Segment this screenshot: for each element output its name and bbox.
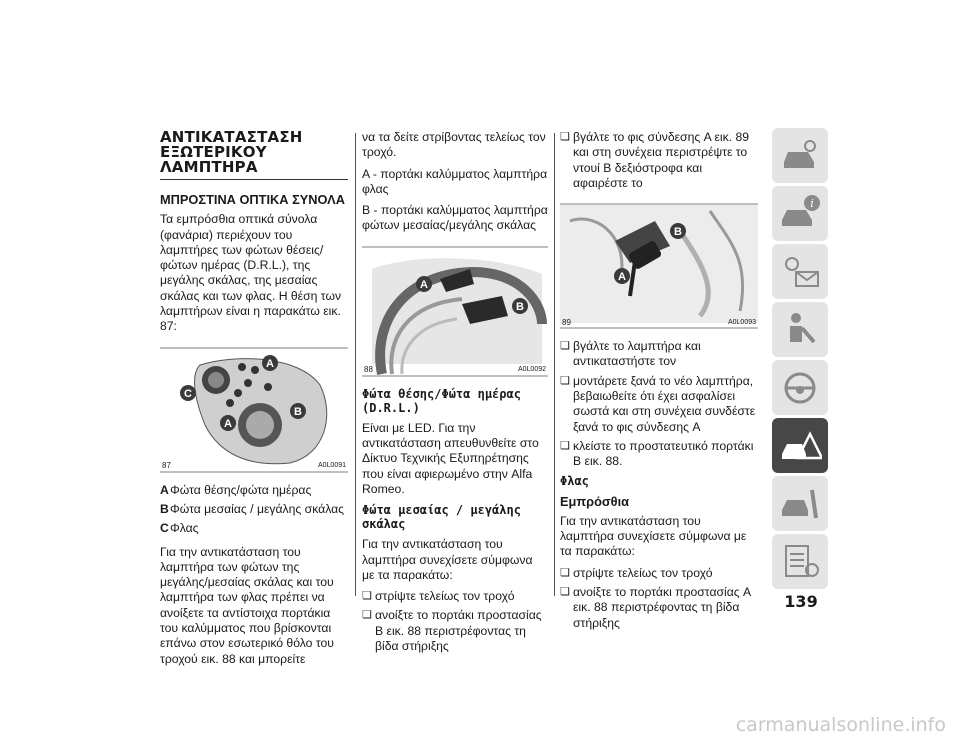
intro-paragraph: Τα εμπρόσθια οπτικά σύνολα (φανάρια) περιέχουν του λαμπτήρες των φώτων θέσεις/φώτων ημέρας (D.R.L.), της μεγάλης σκάλας, της μεσαίας σκάλας και των φλας. Η θέση των λαμπτήρων είναι η παρακάτω εικ. 87:: [160, 212, 342, 334]
callout-c: C: [184, 387, 192, 400]
list-item: ❏ στρίψτε τελείως τον τροχό: [362, 589, 548, 604]
chapter-tab-info[interactable]: [772, 186, 828, 241]
steering-wheel-icon: [778, 366, 822, 410]
chapter-tab-specifications[interactable]: [772, 534, 828, 589]
legend: [160, 483, 348, 537]
seat-airbag-icon: [778, 308, 822, 352]
legend-text: Φλας: [170, 521, 199, 536]
chapter-tab-emergency[interactable]: [772, 418, 828, 473]
car-wrench-icon: [778, 482, 822, 526]
watermark: carmanualsonline.info: [735, 714, 946, 736]
callout-b: B: [516, 300, 524, 313]
note-b: B - πορτάκι καλύμματος λαμπτήρα φώτων μεσαίας/μεγάλης σκάλας: [362, 203, 548, 233]
callout-a: A: [618, 271, 626, 284]
spec-list-icon: [778, 540, 822, 584]
svg-text:i: i: [810, 197, 814, 210]
legend-item: [160, 502, 348, 517]
warning-light-envelope-icon: [778, 250, 822, 294]
callout-layer: [362, 244, 548, 379]
callout-b: B: [294, 405, 302, 418]
car-info-icon: [778, 192, 822, 236]
figure-number: 88: [364, 365, 373, 375]
list-item: ❏ ανοίξτε το πορτάκι προστασίας A εικ. 88 περιστρέφοντας τη βίδα στήριξης: [560, 585, 758, 631]
list-item: ❏ στρίψτε τελείως τον τροχό: [560, 566, 758, 581]
list-item: ❏ βγάλτε το φις σύνδεσης A εικ. 89 και στη συνέχεια περιστρέψτε το ντουί B δεξιόστροφα και αφαιρέστε το: [560, 130, 758, 191]
figure-code: A0L0092: [517, 366, 546, 374]
continued-paragraph: να τα δείτε στρίβοντας τελείως τον τροχό.: [362, 130, 546, 160]
callout-a-bottom: A: [224, 417, 232, 430]
callout-a-top: A: [266, 357, 274, 370]
legend-key: A: [160, 482, 169, 497]
procedure-intro: Για την αντικατάσταση του λαμπτήρα συνεχίσετε σύμφωνα με τα παρακάτω:: [560, 513, 747, 559]
figure-code: A0L0093: [727, 318, 756, 326]
chapter-tab-warning-lights[interactable]: [772, 244, 828, 299]
figure-number: 89: [562, 317, 571, 327]
list-item: ❏ βγάλτε το λαμπτήρα και αντικαταστήστε τον: [560, 339, 758, 370]
legend-item: [160, 521, 348, 536]
page-number: 139: [784, 592, 818, 611]
column-divider: [554, 133, 555, 596]
chapter-tab-driving[interactable]: [772, 360, 828, 415]
figure-number: 87: [162, 461, 171, 471]
figure-87: [160, 345, 348, 475]
emergency-triangle-car-icon: [778, 424, 822, 468]
heading-dipped-main-beam: Φώτα μεσαίας / μεγάλης σκάλας: [362, 503, 521, 532]
chapter-tab-maintenance[interactable]: [772, 476, 828, 531]
callout-a: A: [420, 278, 428, 291]
callout-b: B: [674, 226, 682, 239]
section-title: ΑΝΤΙΚΑΤΑΣΤΑΣΗ ΕΞΩΤΕΡΙΚΟΥ ΛΑΜΠΤΗΡΑ: [160, 128, 303, 176]
column-left: [160, 130, 348, 673]
chapter-tab-safety[interactable]: [772, 302, 828, 357]
column-middle: [362, 130, 548, 658]
callout-layer: [560, 201, 758, 331]
list-item: ❏ κλείστε το προστατευτικό πορτάκι B εικ. 88.: [560, 439, 758, 470]
figure-code: A0L0091: [317, 462, 346, 470]
list-item: ❏ ανοίξτε το πορτάκι προστασίας B εικ. 88 περιστρέφοντας τη βίδα στήριξης: [362, 608, 548, 654]
figure-88: [362, 244, 548, 379]
heading-front-lights: ΜΠΡΟΣΤΙΝΑ ΟΠΤΙΚΑ ΣΥΝΟΛΑ: [160, 192, 345, 207]
legend-text: Φώτα θέσης/φώτα ημέρας: [170, 482, 312, 497]
chapter-tab-dashboard[interactable]: [772, 128, 828, 183]
car-dashboard-icon: [778, 134, 822, 178]
list-item: ❏ μοντάρετε ξανά το νέο λαμπτήρα, βεβαιωθείτε ότι έχει ασφαλίσει σωστά και στη συνέχεια συνδέστε ξανά το φις σύνδεσης A: [560, 374, 758, 435]
legend-item: [160, 483, 348, 498]
column-divider: [355, 133, 356, 596]
heading-position-lights: Φώτα θέσης/Φώτα ημέρας (D.R.L.): [362, 386, 521, 415]
heading-indicators: Φλας: [560, 473, 589, 488]
column-right: [560, 130, 758, 635]
callout-layer: [160, 345, 348, 475]
subheading-front: Εμπρόσθια: [560, 493, 629, 509]
legend-text: Φώτα μεσαίας / μεγάλης σκάλας: [170, 501, 345, 516]
led-paragraph: Είναι με LED. Για την αντικατάσταση απευθυνθείτε στο Δίκτυο Τεχνικής Εξυπηρέτησης που είναι αφιερωμένο στην Alfa Romeo.: [362, 420, 539, 496]
procedure-intro: Για την αντικατάσταση του λαμπτήρα συνεχίσετε σύμφωνα με τα παρακάτω:: [362, 537, 533, 582]
legend-key: C: [160, 521, 169, 536]
title-rule: [160, 179, 348, 180]
legend-key: B: [160, 501, 169, 516]
figure-89: [560, 201, 758, 331]
body-paragraph: Για την αντικατάσταση του λαμπτήρα των φώτων της μεγάλης/μεσαίας σκάλας και του λαμπτήρα των φλας πρέπει να ανοίξετε τα αντίστοιχα πορτάκια του καλύμματος που βρίσκονται επάνω στον εσωτερικό θόλο του τροχού εικ. 88 και μπορείτε: [160, 544, 334, 666]
note-a: A - πορτάκι καλύμματος λαμπτήρα φλας: [362, 166, 548, 196]
